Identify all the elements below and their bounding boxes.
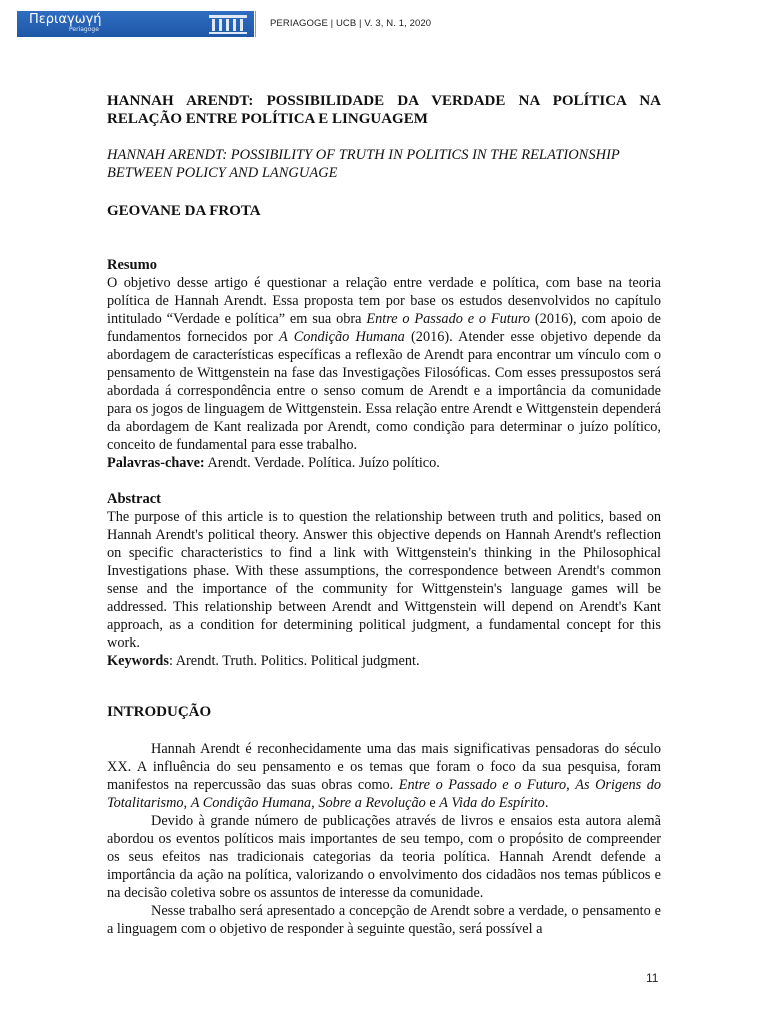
introducao-paragraph-2: Devido à grande número de publicações através de livros e ensaios esta autora alemã abordou os eventos políticos mais importantes de seu tempo, com o propósito de compreender os seus efeitos nas tradicionais categorias da teoria política. Hannah Arendt defende a importância da ação na política, valorizando o envolvimento dos cidadãos nos temas públicos e na decisão coletiva sobre os assuntos de interesse da comunidade. <box>107 813 661 901</box>
intro-sep-1: , <box>566 777 576 793</box>
intro-work-4: Sobre a Revolução <box>318 795 426 811</box>
intro-end-1: . <box>544 795 549 811</box>
intro-sep-2: , <box>183 795 191 811</box>
abstract-paragraph: The purpose of this article is to question the relationship between truth and politics, based on Hannah Arendt's political theory. Answer this objective depends on Hannah Arendt's reflection on specific characteristics to find a link with Wittgenstein's thinking in the Philosophical Investigations phase. With these assumptions, the correspondence between Arendt's common sense and the importance of the community for Wittgenstein's language games will be addressed. This relationship between Arendt and Wittgenstein will depend on Arendt's Kant approach, as a condition for determining political judgment, a fundamental concept for this work. <box>107 509 661 651</box>
logo-title: Περιαγωγή <box>29 12 102 27</box>
article-title: HANNAH ARENDT: POSSIBILIDADE DA VERDADE NA POLÍTICA NA RELAÇÃO ENTRE POLÍTICA E LINGUAGEM <box>107 93 661 127</box>
page-number: 11 <box>646 971 659 985</box>
resumo-book-title-2: A Condição Humana <box>278 329 405 345</box>
intro-sep-4: e <box>425 795 440 811</box>
resumo-text-3: (2016). Atender esse objetivo depende da abordagem de características específicas a reflexão de Arendt para encontrar um vínculo com o pensamento de Wittgenstein na fase das Investigações Filosóficas. Com esses pressupostos será abordada á correspondência entre o senso comum de Arendt e a importância da comunidade para os jogos de linguagem de Wittgenstein. Essa relação entre Arendt e Wittgenstein dependerá da abordagem de Kant realizada por Arendt, como condição para determinar o juízo político, conceito de fundamental para esse trabalho. <box>107 329 661 453</box>
header-divider <box>255 11 256 37</box>
resumo-paragraph <box>107 274 661 454</box>
temple-icon <box>207 13 249 35</box>
introducao-paragraph-1 <box>107 740 661 812</box>
intro-work-2: As Origens do Totalitarismo <box>107 777 662 811</box>
author-name: GEOVANE DA FROTA <box>107 203 261 219</box>
intro-work-1: Entre o Passado e o Futuro <box>398 777 567 793</box>
intro-work-5: A Vida do Espírito <box>439 795 545 811</box>
introducao-heading: INTRODUÇÃO <box>107 704 212 720</box>
article-body <box>107 92 661 938</box>
abstract-heading: Abstract <box>107 491 161 507</box>
keywords-label: Keywords <box>107 653 169 669</box>
introducao-paragraph-3: Nesse trabalho será apresentado a concepção de Arendt sobre a verdade, o pensamento e a linguagem com o objetivo de responder à seguinte questão, será possível a <box>107 903 661 937</box>
article-title-english: HANNAH ARENDT: POSSIBILITY OF TRUTH IN POLITICS IN THE RELATIONSHIP BETWEEN POLICY AND LANGUAGE <box>107 147 620 181</box>
resumo-text-1: O objetivo desse artigo é questionar a relação entre verdade e política, com base na teoria política de Hannah Arendt. Essa proposta tem por base os estudos desenvolvidos no capítulo intitulado “Verdade e política” em sua obra <box>107 275 661 327</box>
running-head: PERIAGOGE | UCB | V. 3, N. 1, 2020 <box>270 18 432 29</box>
palavras-chave-list: Arendt. Verdade. Política. Juízo político. <box>204 455 440 471</box>
resumo-book-title-1: Entre o Passado e o Futuro <box>366 311 531 327</box>
intro-sep-3: , <box>311 795 319 811</box>
logo-subtitle: Periagoge <box>69 26 99 33</box>
intro-text-1: Hannah Arendt é reconhecidamente uma das mais significativas pensadoras do século XX. A influência do seu pensamento e os temas que foram o foco da sua pesquisa, foram manifestos na repercussão das suas obras como. <box>107 741 661 793</box>
resumo-heading: Resumo <box>107 257 157 273</box>
introducao-body <box>107 740 661 938</box>
palavras-chave-label: Palavras-chave: <box>107 455 205 471</box>
resumo-text-2: (2016), com apoio de fundamentos fornecidos por <box>107 311 661 345</box>
keywords-list: : Arendt. Truth. Politics. Political judgment. <box>168 653 420 669</box>
palavras-chave <box>107 454 661 472</box>
keywords <box>107 652 661 670</box>
journal-logo <box>17 11 254 37</box>
intro-work-3: A Condição Humana <box>190 795 312 811</box>
